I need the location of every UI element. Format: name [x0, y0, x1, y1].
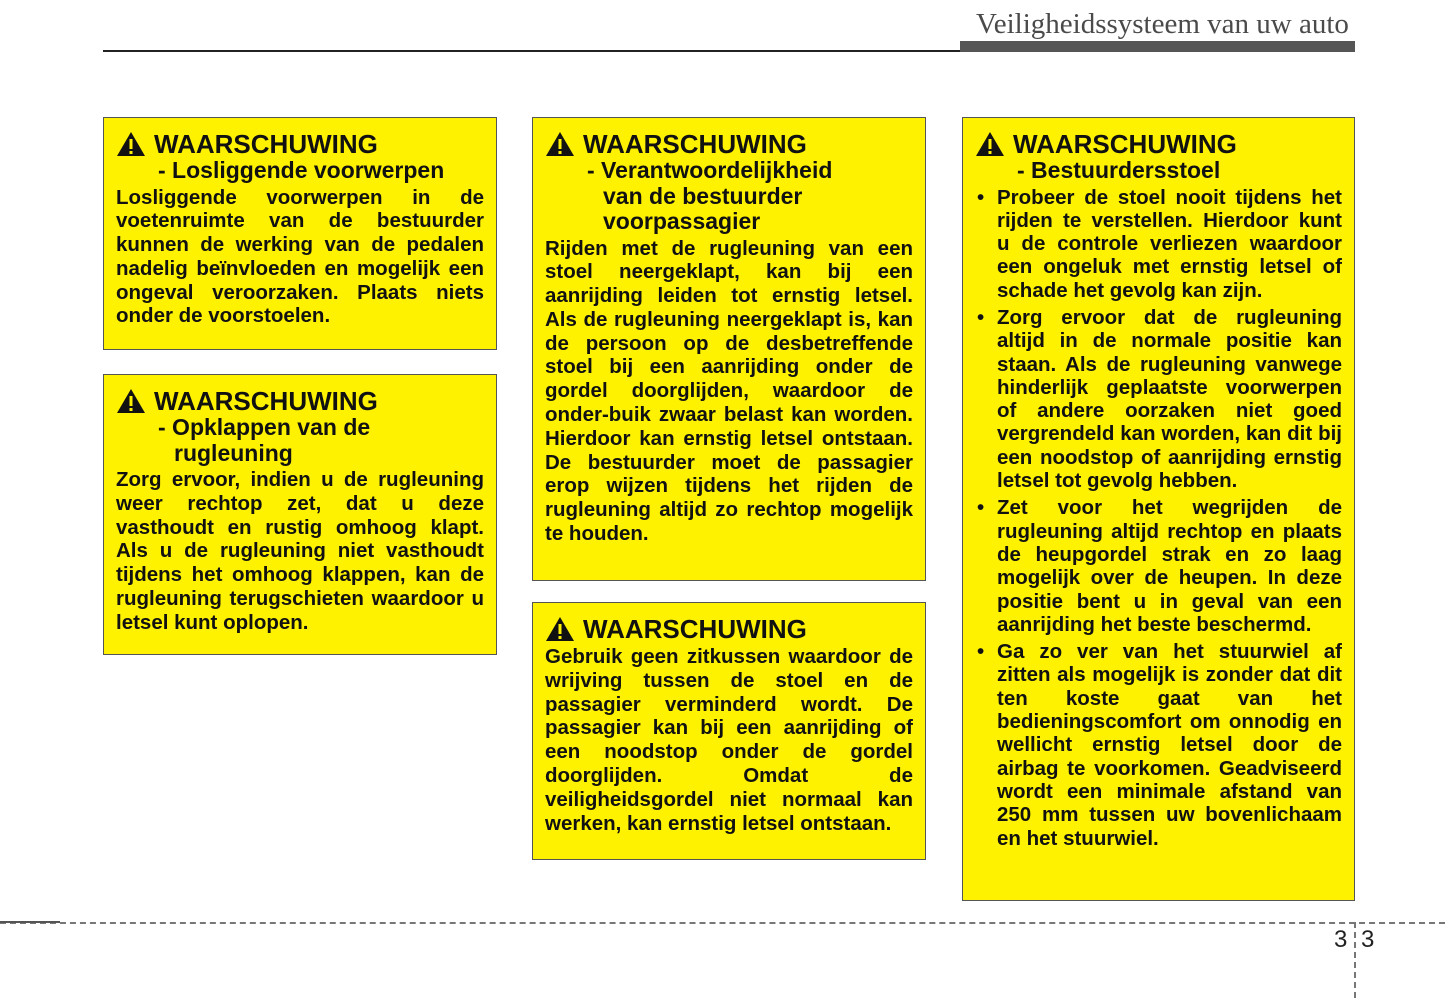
warning-box-fold-backrest [103, 374, 497, 655]
warning-triangle-icon [545, 131, 575, 157]
warning-text: Zorg ervoor, indien u de rugleuning weer rechtop zet, dat u deze vasthoudt en rustig omhoog klapt. Als u de rugleuning niet vasthoudt tijdens het omhoog klappen, kan de rugleuning terugschieten waardoor u letsel kunt oplopen. [116, 468, 484, 634]
warning-subtitle: - Bestuurdersstoel [1017, 157, 1221, 183]
footer-dashed-rule [0, 922, 1445, 924]
warning-triangle-icon [116, 131, 146, 157]
warning-text: Rijden met de rugleuning van een stoel neergeklapt, kan bij een aanrijding leiden tot ernstig letsel. Als de rugleuning neergeklapt is, kan de persoon op de desbetreffende stoel bij een aanrijding onder de gordel doorglijden, waardoor de onder-buik zwaar belast kan worden. Hierdoor kan ernstig letsel ontstaan. De bestuurder moet de passagier erop wijzen tijdens het rijden de rugleuning altijd zo rechtop mogelijk te houden. [545, 236, 913, 546]
warning-box-driver-seat [962, 117, 1355, 901]
warning-list [975, 186, 1342, 850]
warning-subtitle: van de bestuurder [603, 182, 803, 209]
warning-heading: WAARSCHUWING [583, 129, 807, 159]
warning-box-responsibility [532, 117, 926, 581]
warning-triangle-icon [545, 616, 575, 642]
list-item: • Zet voor het wegrijden de rugleuning altijd rechtop en plaats de heupgordel strak en zo laag mogelijk over de heupen. In deze positie bent u in geval van een aanrijding het beste beschermd. [975, 496, 1342, 636]
list-item: • Ga zo ver van het stuurwiel af zitten als mogelijk is zonder dat dit ten koste gaat van het bedieningscomfort om onnodig en wellicht ernstig letsel door de airbag te voorkomen. Geadviseerd wordt een minimale afstand van 250 mm tussen uw bovenlichaam en het stuurwiel. [975, 640, 1342, 850]
warning-heading: WAARSCHUWING [1013, 129, 1237, 159]
warning-subtitle: - Opklappen van de [158, 414, 371, 440]
list-item: • Probeer de stoel nooit tijdens het rijden te verstellen. Hierdoor kunt u de controle verliezen waardoor een ongeluk met ernstig letsel of schade het gevolg kan zijn. [975, 186, 1342, 302]
warning-subtitle: voorpassagier [603, 208, 761, 234]
warning-subtitle: rugleuning [174, 439, 293, 466]
warning-heading: WAARSCHUWING [154, 129, 378, 159]
chapter-number: 3 [1334, 926, 1348, 953]
warning-subtitle: - Losliggende voorwerpen [158, 157, 445, 183]
header-bar [960, 41, 1355, 52]
header-rule [103, 50, 963, 52]
warning-text: Losliggende voorwerpen in de voetenruimte van de bestuurder kunnen de werking van de pedalen nadelig beïnvloeden en mogelijk een ongeval veroorzaken. Plaats niets onder de voorstoelen. [116, 185, 484, 328]
footer-divider [1354, 922, 1356, 998]
warning-subtitle: - Verantwoordelijkheid [587, 157, 833, 183]
footer-rule [0, 921, 60, 923]
warning-heading: WAARSCHUWING [154, 386, 378, 416]
warning-box-seat-cushion [532, 602, 926, 860]
list-item: • Zorg ervoor dat de rugleuning altijd in de normale positie kan staan. Als de rugleuning vanwege hinderlijk geplaatste voorwerpen of andere oorzaken niet goed vergrendeld kan worden, kan dit bij een noodstop of aanrijding ernstig letsel tot gevolg hebben. [975, 306, 1342, 492]
warning-text: Gebruik geen zitkussen waardoor de wrijving tussen de stoel en de passagier verminderd wordt. De passagier kan bij een aanrijding of een noodstop onder de gordel doorglijden. Omdat de veiligheidsgordel niet normaal kan werken, kan ernstig letsel ontstaan. [545, 645, 913, 835]
warning-triangle-icon [975, 131, 1005, 157]
warning-box-loose-objects [103, 117, 497, 350]
section-title: Veiligheidssysteem van uw auto [976, 8, 1349, 40]
page-number: 3 [1361, 926, 1375, 953]
warning-triangle-icon [116, 388, 146, 414]
warning-heading: WAARSCHUWING [583, 614, 807, 644]
